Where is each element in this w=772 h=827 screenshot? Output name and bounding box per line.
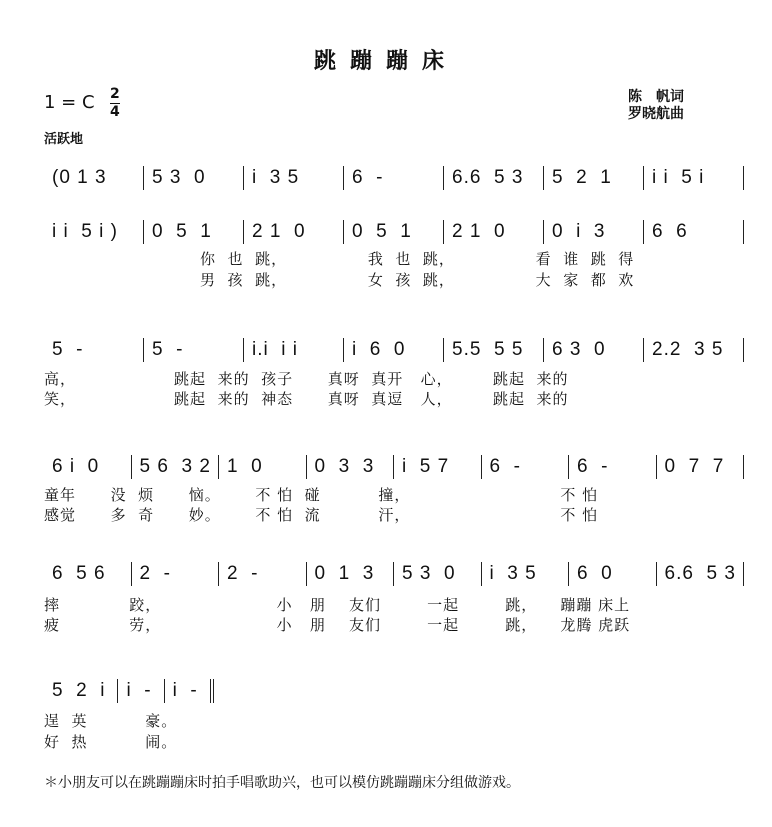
measure: i - xyxy=(118,679,164,703)
measure: 6 - xyxy=(569,455,657,479)
measure: 5.5 5 5 xyxy=(444,338,544,362)
measure: i 5 7 xyxy=(394,455,482,479)
lyric-line: 疲 劳， 小 朋 友们 一起 跳， 龙腾 虎跃 xyxy=(44,616,631,634)
measure: i - xyxy=(165,679,214,703)
time-signature xyxy=(110,86,120,121)
measure: 5 3 0 xyxy=(394,562,482,586)
measure: 2 - xyxy=(132,562,220,586)
measure: 0 i 3 xyxy=(544,220,644,244)
measure: i.i i i xyxy=(244,338,344,362)
measure: 6 - xyxy=(344,166,444,190)
measure: 5 3 0 xyxy=(144,166,244,190)
tempo-marking: 活跃地 xyxy=(44,132,84,147)
notation-system xyxy=(44,220,744,244)
measure: 0 3 3 xyxy=(307,455,395,479)
lyric-line: 男 孩 跳， 女 孩 跳， 大 家 都 欢 xyxy=(200,271,635,289)
measure: 5 6 3 2 xyxy=(132,455,220,479)
measure: (0 1 3 xyxy=(44,166,144,190)
song-title: 跳蹦蹦床 xyxy=(313,49,458,74)
measure: 1 0 xyxy=(219,455,307,479)
notation-system xyxy=(44,679,214,703)
lyric-line: 逞 英 豪。 xyxy=(44,712,178,730)
measure: 6 5 6 xyxy=(44,562,132,586)
measure: 6.6 5 3 xyxy=(657,562,745,586)
notation-system xyxy=(44,562,744,586)
time-top: 2 xyxy=(110,86,120,102)
measure: 5 2 1 xyxy=(544,166,644,190)
measure: 0 1 3 xyxy=(307,562,395,586)
measure: 2.2 3 5 xyxy=(644,338,744,362)
measure: i 6 0 xyxy=(344,338,444,362)
notation-system xyxy=(44,166,744,190)
time-bottom: 4 xyxy=(110,104,120,120)
lyric-line: 笑， 跳起 来的 神态 真呀 真逗 人， 跳起 来的 xyxy=(44,390,569,408)
lyric-line: 好 热 闹。 xyxy=(44,733,178,751)
lyric-line: 童年 没 烦 恼。 不 怕 碰 撞， 不 怕 xyxy=(44,486,599,504)
measure: 2 1 0 xyxy=(244,220,344,244)
measure: i i 5 i xyxy=(644,166,744,190)
measure: 5 - xyxy=(44,338,144,362)
measure: 6 6 xyxy=(644,220,744,244)
lyric-line: 你 也 跳， 我 也 跳， 看 谁 跳 得 xyxy=(200,250,635,268)
lyric-line: 感觉 多 奇 妙。 不 怕 流 汗， 不 怕 xyxy=(44,506,599,524)
composer: 罗晓航曲 xyxy=(628,106,684,122)
notation-system xyxy=(44,455,744,479)
measure: 6 3 0 xyxy=(544,338,644,362)
measure: 5 2 i xyxy=(44,679,118,703)
key-signature: 1 = C xyxy=(44,92,95,113)
measure: 6 0 xyxy=(569,562,657,586)
measure: 0 5 1 xyxy=(144,220,244,244)
measure: 0 5 1 xyxy=(344,220,444,244)
measure: i 3 5 xyxy=(482,562,570,586)
measure: i 3 5 xyxy=(244,166,344,190)
measure: 5 - xyxy=(144,338,244,362)
lyric-line: 摔 跤， 小 朋 友们 一起 跳， 蹦蹦 床上 xyxy=(44,596,631,614)
measure: 6 i 0 xyxy=(44,455,132,479)
lyricist: 陈 帆词 xyxy=(628,89,684,105)
measure: 6.6 5 3 xyxy=(444,166,544,190)
measure: 6 - xyxy=(482,455,570,479)
lyric-line: 高， 跳起 来的 孩子 真呀 真开 心， 跳起 来的 xyxy=(44,370,569,388)
measure: 2 - xyxy=(219,562,307,586)
footnote: ＊小朋友可以在跳蹦蹦床时拍手唱歌助兴，也可以模仿跳蹦蹦床分组做游戏。 xyxy=(44,775,520,791)
measure: i i 5 i ) xyxy=(44,220,144,244)
measure: 2 1 0 xyxy=(444,220,544,244)
measure: 0 7 7 xyxy=(657,455,745,479)
notation-system xyxy=(44,338,744,362)
